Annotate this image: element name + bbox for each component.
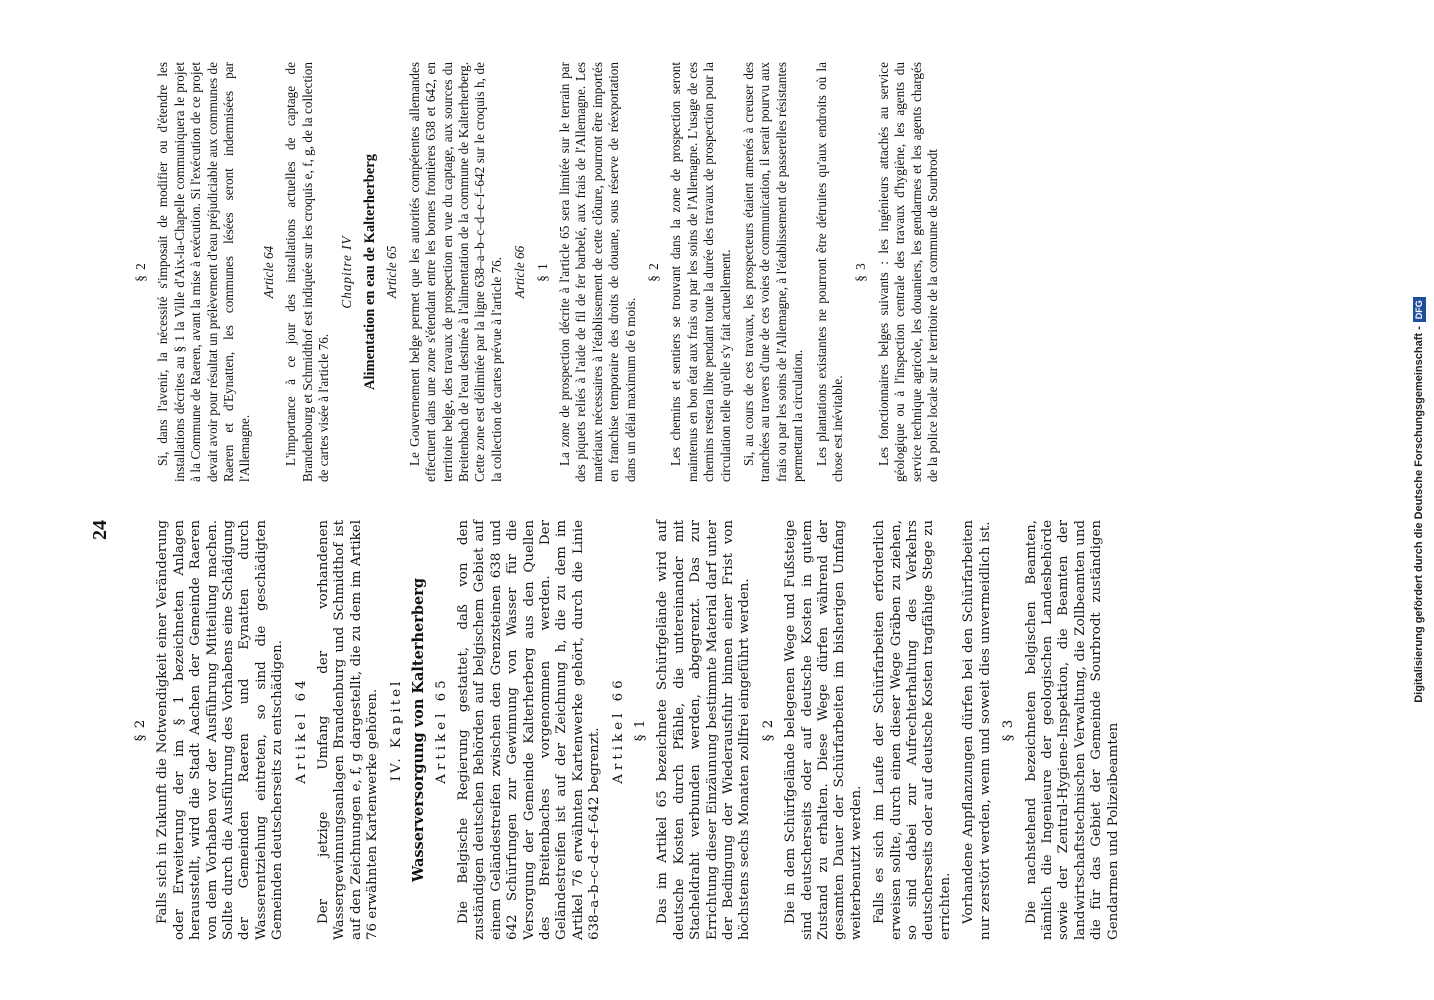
paragraph: Si, au cours de ces travaux, les prospecteurs étaient amenés à creuser des tranchées au travers d'une de ces voies de communication, il serait pourvu aux frais ou par les soins de l'Allemagne, à l'établissement de passerelles résistantes permettant la circulation. [741, 62, 806, 482]
chapter-heading: IV. Kapitel [388, 678, 404, 782]
article-heading: Article 64 [260, 245, 276, 299]
paragraph: Der jetzige Umfang der vorhandenen Wassergewinnungsanlagen Brandenburg und Schmidthof ist auf den Zeichnungen e, f, g dargestellt, die zu dem im Artikel 76 erwähnten Kartenwerke gehören. [316, 520, 381, 940]
dfg-logo-badge: DFG [1413, 297, 1426, 322]
section-number: § 2 [760, 718, 776, 742]
paragraph: Das im Artikel 65 bezeichnete Schürfgelände wird auf deutsche Kosten durch Pfähle, die untereinander mit Stacheldraht verbunden werden, abgegrenzt. Das zur Errichtung dieser Einzäunung bestimmte Material darf unter der Bedingung der Wiederausfuhr binnen einer Frist von höchstens sechs Monaten zollfrei eingeführt werden. [655, 520, 753, 940]
german-text-column [127, 520, 1129, 940]
rotated-document-page [0, 60, 1417, 1000]
article-heading: Artikel 65 [433, 676, 449, 784]
section-number: § 1 [534, 262, 550, 282]
paragraph: Les fonctionnaires belges suivants : les ingénieurs attachés au service géologique ou à l'inspection centrale des travaux d'hygiène, les agents du service technique agricole, les douaniers, les gendarmes et les agents chargés de la police locale sur le territoire de la commune de Sourbrodt [875, 62, 941, 482]
article-heading: Article 66 [512, 245, 528, 299]
paragraph: Le Gouvernement belge permet que les autorités compétentes allemandes effectuent dans une zone s'étendant entre les bornes frontières 638 et 642, en territoire belge, des travaux de prospection en vue du captage, aux sources du Breitenbach de l'eau destinée à l'alimentation de la commune de Kalterherberg. Cette zone est délimitée par la ligne 638–a–b–c–d–e–f–642 sur le croquis h, de la collection de cartes prévue à l'article 76. [406, 62, 504, 482]
paragraph: Vorhandene Anpflanzungen dürfen bei den Schürfarbeiten nur zerstört werden, wenn und soweit dies unvermeidlich ist. [961, 520, 993, 940]
section-number: § 3 [853, 262, 869, 282]
paragraph: La zone de prospection décrite à l'article 65 sera limitée sur le terrain par des piquets reliés à l'aide de fil de fer barbelé, aux frais de l'Allemagne. Les matériaux nécessaires à l'établissement de cette clôture, pourront être importés en franchise temporaire des droits de douane, sous réserve de réexportation dans un délai maximum de 6 mois. [556, 62, 638, 482]
paragraph: Falls sich in Zukunft die Notwendigkeit einer Veränderung oder Erweiterung der im § 1 bezeichneten Anlagen herausstellt, wird die Stadt Aachen der Gemeinde Raeren von dem Vorhaben vor der Ausführung Mitteilung machen. Sollte durch die Ausführung des Vorhabens eine Schädigung der Gemeinden Raeren und Eynatten durch Wasserentziehung eintreten, so sind die geschädigten Gemeinden deutscherseits zu entschädigen. [155, 520, 286, 940]
paragraph: L'importance à ce jour des installations actuelles de captage de Brandenbourg et Schmidthof est indiquée sur les croquis e, f, g, de la collection de cartes visée à l'article 76. [283, 62, 332, 482]
page-number: 24 [89, 520, 111, 540]
chapter-heading: Chapitre IV [339, 235, 355, 309]
paragraph: Les chemins et sentiers se trouvant dans la zone de prospection seront maintenus en bon état aux frais ou par les soins de l'Allemagne. L'usage de ces chemins restera libre pendant toute la durée des travaux de prospection pour la circulation telle qu'elle s'y fait actuellement. [668, 62, 733, 482]
chapter-title: Wasserversorgung von Kalterherberg [410, 577, 428, 883]
chapter-title: Alimentation en eau de Kalterherberg [361, 154, 378, 390]
article-heading: Article 65 [384, 245, 400, 299]
paragraph: Falls es sich im Laufe der Schürfarbeiten erforderlich erweisen sollte, durch einen dieser Wege Gräben zu ziehen, so sind dabei zur Aufrechterhaltung des Verkehrs deutscherseits oder auf deutsche Kosten tragfähige Stege zu errichten. [872, 520, 953, 940]
digitization-credit-text: Digitalisierung gefördert durch die Deutsche Forschungsgemeinschaft - [1413, 326, 1425, 703]
paragraph: Si, dans l'avenir, la nécessité s'imposait de modifier ou d'étendre les installations décrites au § 1 la Ville d'Aix-la-Chapelle communiquera le projet à la Commune de Raeren, avant la mise à exécution. Si l'exécution de ce projet devait avoir pour résultat un prélèvement d'eau préjudiciable aux communes de Raeren et d'Eynatten, les communes lésées seront indemnisées par l'Allemagne. [155, 62, 253, 482]
section-number: § 2 [133, 718, 148, 742]
paragraph: Die nachstehend bezeichneten belgischen Beamten, nämlich die Ingenieure der geologischen Landesbehörde sowie der Zentral-Hygiene-Inspektion, die Beamten der landwirtschaftstechnischen Verwaltung, die Zollbeamten und die für das Gebiet der Gemeinde Sourbrodt zuständigen Gendarmen und Polizeibeamten [1023, 520, 1121, 940]
digitization-credit [1402, 0, 1432, 1000]
french-text-column [127, 62, 948, 482]
paragraph: Les plantations existantes ne pourront être détruites qu'aux endroits où la chose est inévitable. [813, 62, 846, 482]
section-number: § 2 [133, 262, 148, 282]
section-number: § 1 [632, 718, 648, 742]
section-number: § 3 [1001, 718, 1017, 742]
paragraph: Die in dem Schürfgelände belegenen Wege und Fußsteige sind deutscherseits oder auf deutsche Kosten in gutem Zustand zu erhalten. Diese Wege dürfen während der gesamten Dauer der Schürfarbeiten im bisherigen Umfang weiterbenutzt werden. [783, 520, 864, 940]
article-heading: Artikel 64 [293, 676, 309, 784]
article-heading: Artikel 66 [610, 676, 626, 784]
section-number: § 2 [645, 262, 661, 282]
paragraph: Die Belgische Regierung gestattet, daß von den zuständigen deutschen Behörden auf belgischem Gebiet auf einem Geländestreifen zwischen den Grenzsteinen 638 und 642 Schürfungen zur Gewinnung von Wasser für die Versorgung der Gemeinde Kalterherberg aus den Quellen des Breitenbaches vorgenommen werden. Der Geländestreifen ist auf der Zeichnung h, die zu dem im Artikel 76 erwähnten Kartenwerke gehört, durch die Linie 638–a–b–c–d–e–f–642 begrenzt. [455, 520, 603, 940]
